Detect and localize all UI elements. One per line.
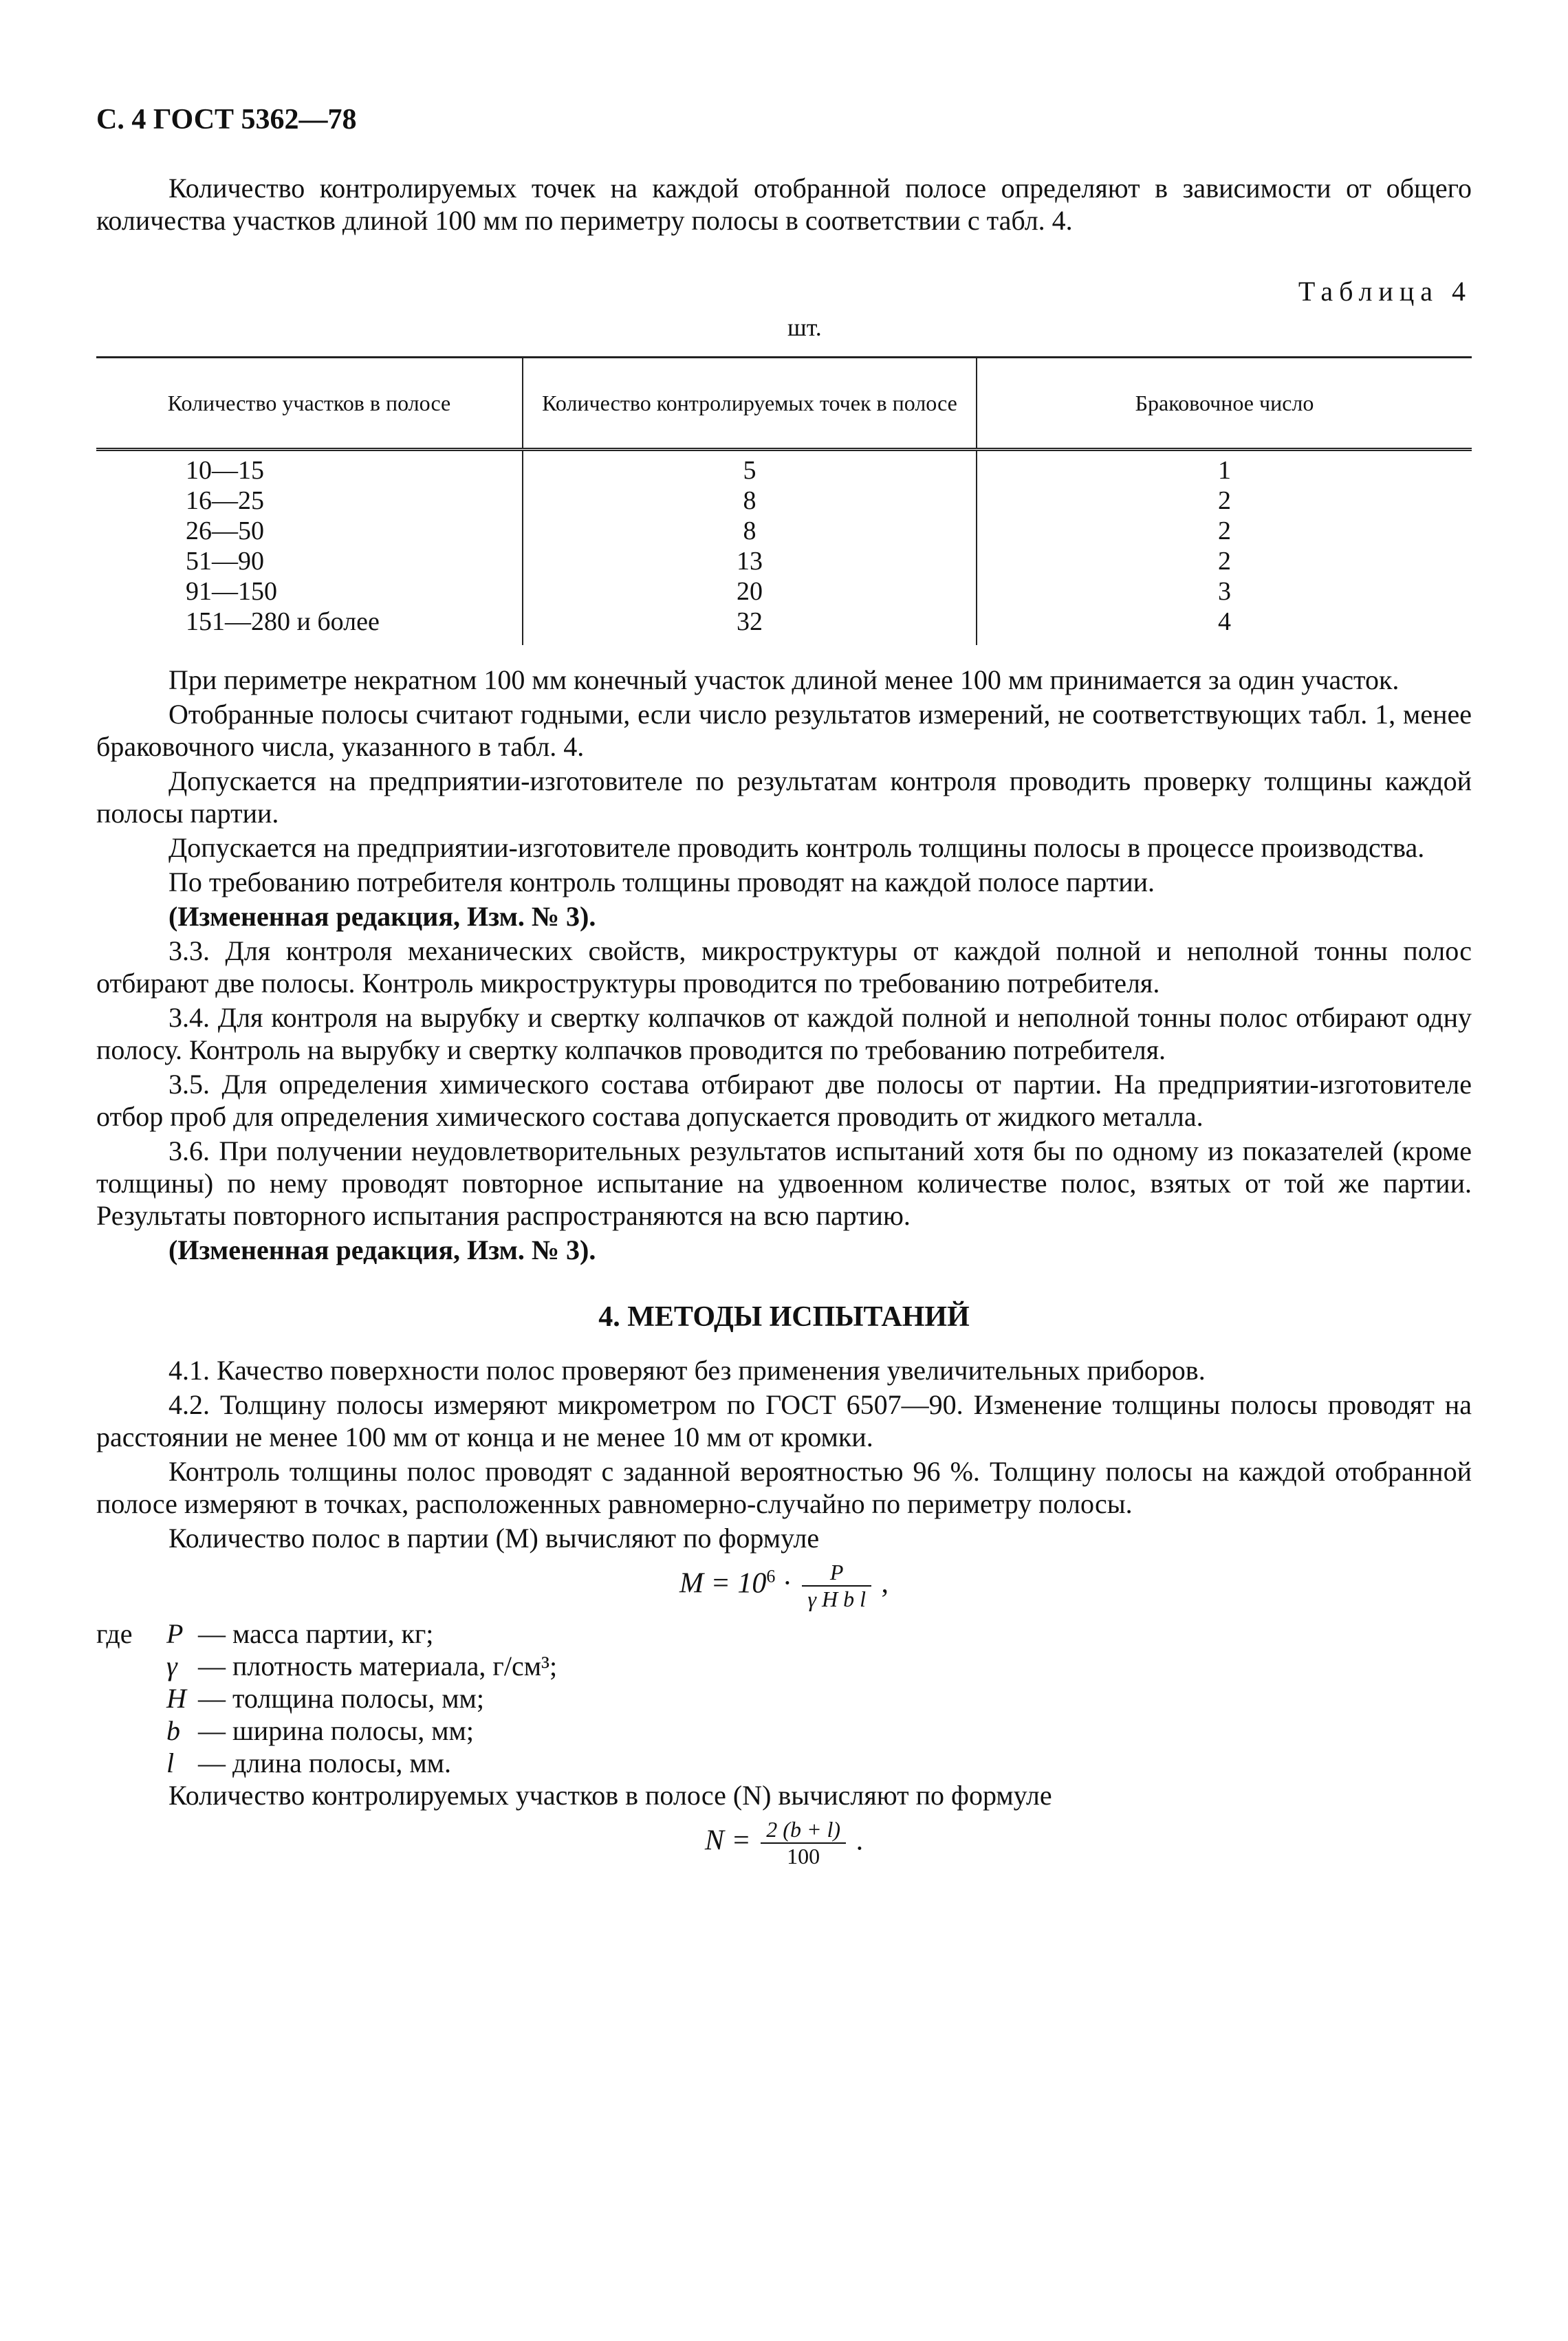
clause-3-6: 3.6. При получении неудовлетворительных результатов испытаний хотя бы по одному из показателей (кроме толщины) по нему проводят повторное испытание на удвоенном количестве полос, взятых от той же партии. Результаты повторного испытания распространяются на всю партию.	[96, 1135, 1472, 1231]
clause-3-5: 3.5. Для определения химического состава отбирают две полосы от партии. На предприятии-изготовителе отбор проб для определения химического состава допускается проводить от жидкого металла.	[96, 1069, 1472, 1132]
variable-definition	[96, 1747, 1472, 1779]
cell-sections: 51—90	[186, 547, 264, 576]
table-row	[96, 486, 1472, 516]
cell-points: 5	[523, 450, 977, 486]
where-lead	[96, 1650, 166, 1682]
column-header-points: Количество контролируемых точек в полосе	[523, 358, 977, 450]
variable-description: — толщина полосы, мм;	[198, 1683, 484, 1714]
cell-points: 20	[523, 576, 977, 607]
formula-n-denominator: 100	[787, 1844, 820, 1869]
variable-description: — ширина полосы, мм;	[198, 1715, 474, 1746]
where-lead	[96, 1747, 166, 1779]
variable-symbol: P	[166, 1618, 184, 1649]
variable-definitions	[96, 1618, 1472, 1779]
clause-4-2: 4.2. Толщину полосы измеряют микрометром по ГОСТ 6507—90. Изменение толщины полосы проводят на расстоянии не менее 100 мм от конца и не менее 10 мм от кромки.	[96, 1389, 1472, 1452]
section-title: 4. МЕТОДЫ ИСПЫТАНИЙ	[598, 1301, 970, 1333]
cell-reject-number: 4	[977, 607, 1472, 645]
formula-m-tail: ,	[881, 1567, 889, 1600]
variable-symbol: l	[166, 1747, 175, 1778]
edition-note: (Измененная редакция, Изм. № 3).	[168, 901, 596, 932]
where-lead	[96, 1682, 166, 1714]
paragraph: При периметре некратном 100 мм конечный участок длиной менее 100 мм принимается за один участок.	[168, 664, 1400, 695]
formula-n-fraction	[761, 1817, 846, 1869]
cell-reject-number: 2	[977, 516, 1472, 546]
edition-note: (Измененная редакция, Изм. № 3).	[168, 1234, 596, 1265]
formula-m-numerator: P	[802, 1560, 871, 1587]
variable-description: — длина полосы, мм.	[198, 1747, 451, 1778]
formula-n	[96, 1817, 1472, 1869]
paragraph: Допускается на предприятии-изготовителе проводить контроль толщины полосы в процессе производства.	[168, 832, 1425, 863]
paragraph: По требованию потребителя контроль толщины проводят на каждой полосе партии.	[168, 867, 1155, 897]
paragraph: Отобранные полосы считают годными, если число результатов измерений, не соответствующих табл. 1, менее браковочного числа, указанного в табл. 4.	[96, 699, 1472, 762]
variable-description: — масса партии, кг;	[198, 1618, 434, 1649]
cell-reject-number: 2	[977, 546, 1472, 576]
variable-symbol: b	[166, 1715, 180, 1746]
table-row	[96, 607, 1472, 645]
formula-m-dot: ·	[782, 1567, 792, 1600]
table-header-row	[96, 358, 1472, 450]
table-row	[96, 546, 1472, 576]
variable-symbol: γ	[166, 1651, 177, 1681]
variable-definition	[96, 1618, 1472, 1650]
column-header-reject-number: Браковочное число	[977, 358, 1472, 450]
table-row	[96, 516, 1472, 546]
variable-symbol: H	[166, 1683, 186, 1714]
formula-m	[96, 1560, 1472, 1612]
formula-n-intro: Количество контролируемых участков в полосе (N) вычисляют по формуле	[168, 1780, 1052, 1811]
cell-reject-number: 1	[977, 450, 1472, 486]
paragraph: Допускается на предприятии-изготовителе по результатам контроля проводить проверку толщины каждой полосы партии.	[96, 765, 1472, 829]
cell-sections: 26—50	[186, 516, 264, 545]
formula-m-denominator: γ H b l	[807, 1587, 866, 1611]
formula-n-lhs: N =	[704, 1825, 751, 1857]
column-header-sections: Количество участков в полосе	[96, 358, 523, 450]
cell-points: 13	[523, 546, 977, 576]
formula-n-numerator: 2 (b + l)	[761, 1817, 846, 1844]
intro-paragraph: Количество контролируемых точек на каждой отобранной полосе определяют в зависимости от общего количества участков длиной 100 мм по периметру полосы в соответствии с табл. 4.	[96, 173, 1472, 236]
where-lead: где	[96, 1618, 133, 1649]
table-row	[96, 576, 1472, 607]
formula-m-lhs: M = 10	[679, 1567, 767, 1600]
cell-points: 8	[523, 516, 977, 546]
clause-3-4: 3.4. Для контроля на вырубку и свертку колпачков от каждой полной и неполной тонны полос отбирают одну полосу. Контроль на вырубку и свертку колпачков проводится по требованию потребителя.	[96, 1002, 1472, 1065]
cell-sections: 151—280 и более	[186, 607, 380, 636]
paragraph: Контроль толщины полос проводят с заданной вероятностью 96 %. Толщину полосы на каждой отобранной полосе измеряют в точках, расположенных равномерно-случайно по периметру полосы.	[96, 1456, 1472, 1519]
clause-4-1: 4.1. Качество поверхности полос проверяют без применения увеличительных приборов.	[168, 1355, 1206, 1386]
cell-sections: 10—15	[186, 456, 264, 485]
table-unit: шт.	[787, 314, 822, 341]
cell-sections: 16—25	[186, 486, 264, 515]
table-title: Таблица 4	[1298, 276, 1472, 307]
cell-reject-number: 3	[977, 576, 1472, 607]
formula-m-exponent: 6	[766, 1566, 776, 1587]
page-header: С. 4 ГОСТ 5362—78	[96, 104, 357, 135]
document-body	[96, 664, 1472, 1875]
variable-definition	[96, 1714, 1472, 1747]
formula-n-tail: .	[856, 1825, 864, 1857]
cell-sections: 91—150	[186, 577, 277, 606]
where-lead	[96, 1714, 166, 1747]
variable-description: — плотность материала, г/см³;	[198, 1651, 558, 1681]
table-row	[96, 450, 1472, 486]
variable-definition	[96, 1650, 1472, 1682]
clause-3-3: 3.3. Для контроля механических свойств, микроструктуры от каждой полной и неполной тонны полос отбирают две полосы. Контроль микроструктуры проводится по требованию потребителя.	[96, 935, 1472, 999]
formula-m-intro: Количество полос в партии (M) вычисляют по формуле	[168, 1523, 820, 1554]
cell-points: 32	[523, 607, 977, 645]
cell-reject-number: 2	[977, 486, 1472, 516]
table-4	[96, 356, 1472, 645]
cell-points: 8	[523, 486, 977, 516]
formula-m-fraction	[802, 1560, 871, 1612]
variable-definition	[96, 1682, 1472, 1714]
